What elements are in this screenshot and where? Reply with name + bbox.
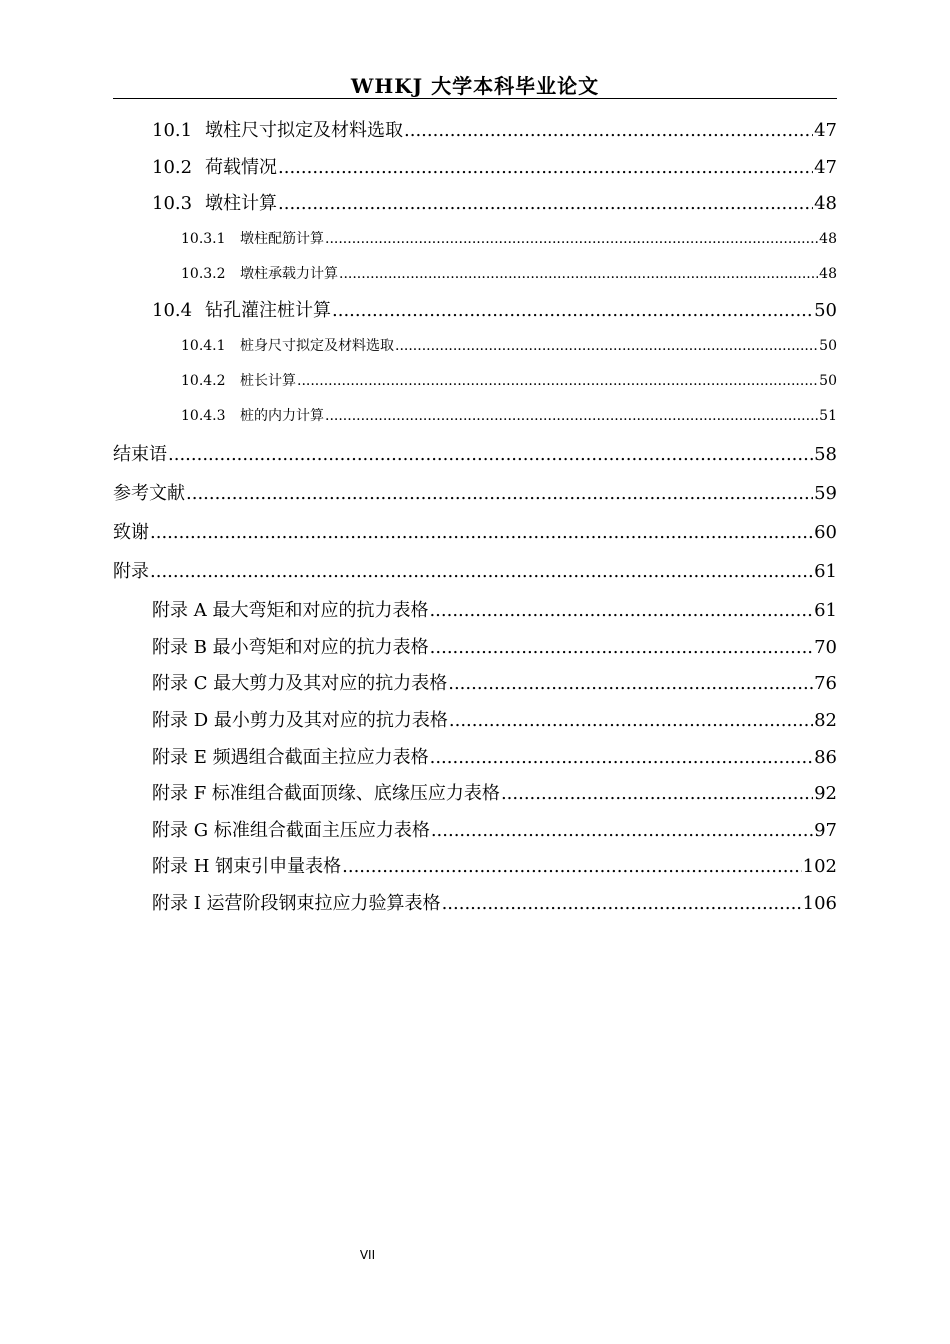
toc-entry-page: 48 [819,266,837,282]
toc-entry-title: 墩柱计算 [205,193,277,214]
toc-entry-10-3-1[interactable] [181,228,837,248]
toc-entry-page: 47 [814,120,837,141]
toc-leader-dots [395,338,818,354]
toc-entry-appendix-i[interactable] [152,889,837,915]
toc-entry-title: 墩柱尺寸拟定及材料选取 [205,120,403,141]
toc-leader-dots [342,856,802,877]
toc-entry-title: 附录 I 运营阶段钢束拉应力验算表格 [152,893,441,914]
toc-leader-dots [431,820,813,841]
toc-entry-10-3[interactable] [152,189,837,215]
toc-entry-title: 钻孔灌注桩计算 [205,300,331,321]
toc-leader-dots [297,373,818,389]
toc-entry-page: 51 [819,408,837,424]
toc-entry-page: 70 [814,637,837,658]
toc-entry-title: 附录 E 频遇组合截面主拉应力表格 [152,747,429,768]
toc-entry-title: 附录 D 最小剪力及其对应的抗力表格 [152,710,448,731]
toc-entry-page: 50 [814,300,837,321]
toc-entry-acknowledgements[interactable] [113,518,837,544]
toc-entry-10-2[interactable] [152,153,837,179]
toc-entry-references[interactable] [113,479,837,505]
toc-entry-page: 50 [819,338,837,354]
toc-entry-appendix-c[interactable] [152,669,837,695]
toc-entry-appendix-h[interactable] [152,852,837,878]
toc-leader-dots [278,193,813,214]
toc-entry-appendix-e[interactable] [152,743,837,769]
toc-leader-dots [325,231,818,247]
toc-entry-title: 附录 H 钢束引申量表格 [152,856,342,877]
toc-leader-dots [448,673,813,694]
toc-entry-appendix-g[interactable] [152,816,837,842]
toc-entry-page: 50 [819,373,837,389]
toc-entry-10-4-3[interactable] [181,405,837,425]
toc-leader-dots [404,120,813,141]
toc-entry-number: 10.3.2 [181,266,226,282]
running-header: WHKJ 大学本科毕业论文 [350,74,600,98]
toc-entry-title: 附录 C 最大剪力及其对应的抗力表格 [152,673,448,694]
toc-leader-dots [332,300,813,321]
toc-leader-dots [339,266,818,282]
toc-entry-page: 61 [814,561,837,582]
toc-entry-title: 桩的内力计算 [240,408,324,424]
toc-entry-page: 106 [802,893,837,914]
toc-entry-title: 墩柱承载力计算 [240,266,338,282]
toc-entry-title: 墩柱配筋计算 [240,231,324,247]
toc-entry-page: 60 [814,522,837,543]
toc-entry-page: 97 [814,820,837,841]
toc-entry-title: 荷载情况 [205,157,277,178]
toc-entry-appendix-f[interactable] [152,779,837,805]
toc-entry-page: 61 [814,600,837,621]
toc-entry-number: 10.4.1 [181,338,226,354]
toc-entry-number: 10.2 [152,157,193,178]
toc-entry-number: 10.4 [152,300,193,321]
toc-entry-page: 92 [814,783,837,804]
toc-leader-dots [442,893,802,914]
toc-entry-title: 附录 F 标准组合截面顶缘、底缘压应力表格 [152,783,500,804]
toc-entry-appendix-d[interactable] [152,706,837,732]
toc-entry-page: 58 [814,444,837,465]
toc-leader-dots [278,157,813,178]
toc-entry-10-3-2[interactable] [181,263,837,283]
toc-entry-number: 10.3 [152,193,193,214]
toc-entry-title: 附录 [113,561,149,582]
toc-entry-page: 48 [814,193,837,214]
toc-entry-title: 附录 A 最大弯矩和对应的抗力表格 [152,600,429,621]
toc-entry-page: 76 [814,673,837,694]
toc-leader-dots [429,600,813,621]
toc-entry-page: 86 [814,747,837,768]
toc-entry-number: 10.4.2 [181,373,226,389]
toc-leader-dots [150,561,813,582]
toc-entry-number: 10.1 [152,120,193,141]
toc-leader-dots [186,483,813,504]
toc-entry-title: 致谢 [113,522,149,543]
toc-leader-dots [150,522,813,543]
toc-entry-10-1[interactable] [152,116,837,142]
toc-entry-10-4[interactable] [152,296,837,322]
toc-leader-dots [449,710,813,731]
toc-entry-title: 结束语 [113,444,167,465]
toc-entry-title: 参考文献 [113,483,185,504]
toc-entry-number: 10.3.1 [181,231,226,247]
toc-entry-page: 48 [819,231,837,247]
toc-entry-title: 附录 B 最小弯矩和对应的抗力表格 [152,637,429,658]
toc-entry-title: 桩长计算 [240,373,296,389]
toc-entry-appendix[interactable] [113,557,837,583]
toc-leader-dots [325,408,818,424]
toc-entry-page: 47 [814,157,837,178]
toc-entry-appendix-b[interactable] [152,633,837,659]
toc-entry-appendix-a[interactable] [152,596,837,622]
toc-entry-page: 59 [814,483,837,504]
toc-entry-10-4-1[interactable] [181,335,837,355]
header-rule [113,98,837,99]
toc-entry-conclusion[interactable] [113,440,837,466]
toc-entry-10-4-2[interactable] [181,370,837,390]
toc-entry-number: 10.4.3 [181,408,226,424]
page-number: VII [359,1248,376,1262]
toc-entry-page: 102 [802,856,837,877]
toc-leader-dots [501,783,813,804]
toc-entry-title: 桩身尺寸拟定及材料选取 [240,338,394,354]
toc-leader-dots [430,637,813,658]
toc-entry-page: 82 [814,710,837,731]
toc-leader-dots [168,444,813,465]
toc-leader-dots [430,747,814,768]
toc-entry-title: 附录 G 标准组合截面主压应力表格 [152,820,430,841]
